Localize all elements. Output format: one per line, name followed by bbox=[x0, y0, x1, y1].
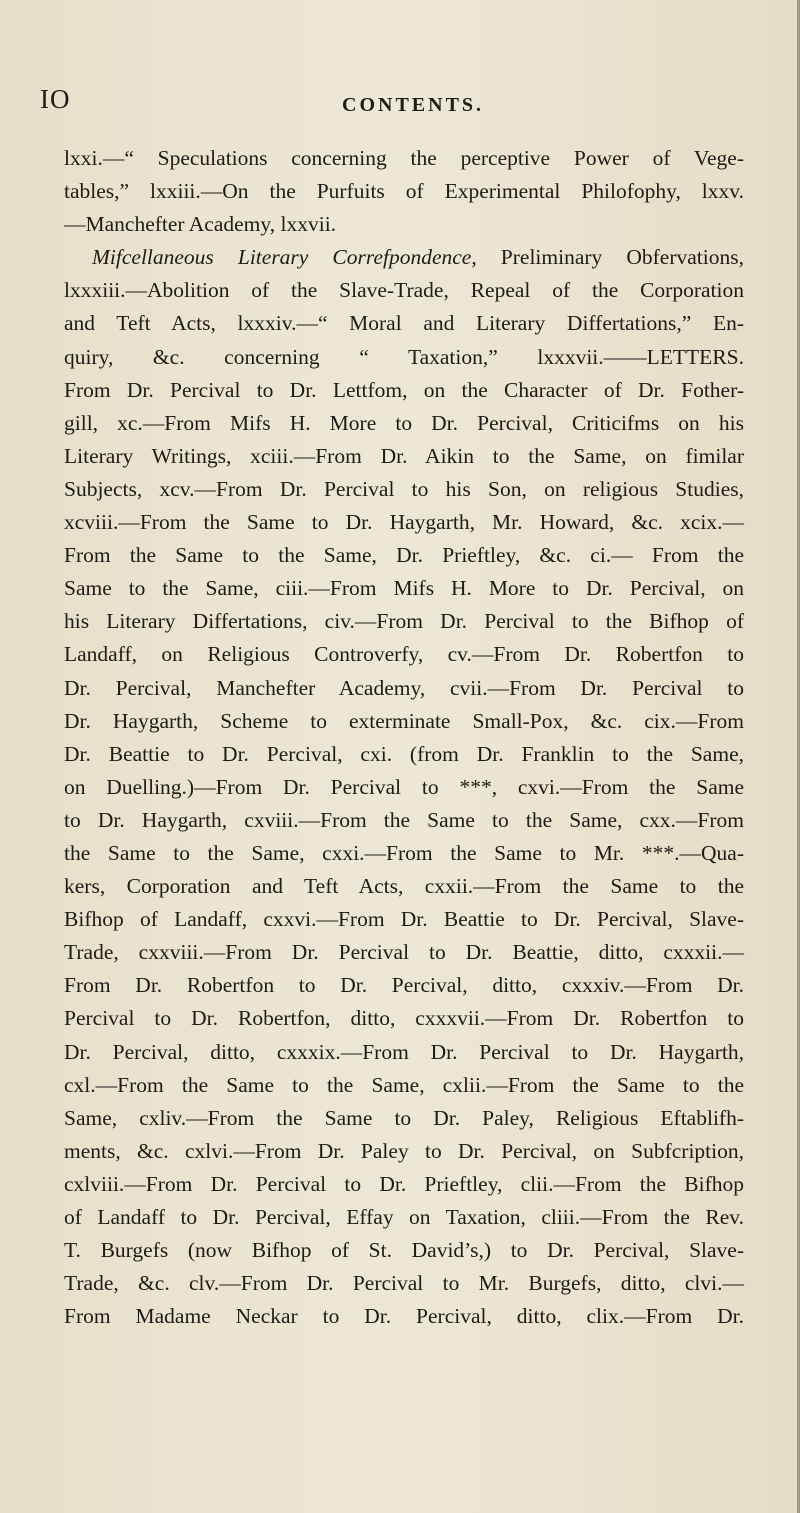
text-line: From Dr. Percival to Dr. Lettfom, on the Character of Dr. Fother- bbox=[64, 377, 744, 402]
text-line: Dr. Percival, Manchefter Academy, cvii.—From Dr. Percival to bbox=[64, 675, 744, 700]
text-line: Dr. Haygarth, Scheme to exterminate Small-Pox, &c. cix.—From bbox=[64, 708, 744, 733]
text-line: gill, xc.—From Mifs H. More to Dr. Percival, Criticifms on his bbox=[64, 410, 744, 435]
text-line: ments, &c. cxlvi.—From Dr. Paley to Dr. Percival, on Subfcription, bbox=[64, 1138, 744, 1163]
page-number: IO bbox=[40, 84, 71, 114]
text-line: the Same to the Same, cxxi.—From the Same to Mr. ***.—Qua- bbox=[64, 840, 744, 865]
text-line: his Literary Differtations, civ.—From Dr. Percival to the Bifhop of bbox=[64, 609, 744, 634]
text-line: lxxxiii.—Abolition of the Slave-Trade, Repeal of the Corporation bbox=[64, 278, 744, 303]
text-line: and Teft Acts, lxxxiv.—“ Moral and Literary Differtations,” En- bbox=[64, 311, 744, 336]
text-line: tables,” lxxiii.—On the Purfuits of Experimental Philofophy, lxxv. bbox=[64, 179, 744, 204]
text-line: Dr. Percival, ditto, cxxxix.—From Dr. Percival to Dr. Haygarth, bbox=[64, 1039, 744, 1064]
text-line: Dr. Beattie to Dr. Percival, cxi. (from Dr. Franklin to the Same, bbox=[64, 741, 744, 766]
text-line: on Duelling.)—From Dr. Percival to ***, cxvi.—From the Same bbox=[64, 774, 744, 799]
text-line: From Dr. Robertfon to Dr. Percival, ditto, cxxxiv.—From Dr. bbox=[64, 973, 744, 998]
text-line: cxl.—From the Same to the Same, cxlii.—From the Same to the bbox=[64, 1072, 744, 1097]
text-line: —Manchefter Academy, lxxvii. bbox=[64, 212, 337, 237]
text-line: From Madame Neckar to Dr. Percival, ditto, clix.—From Dr. bbox=[64, 1304, 744, 1329]
text-line: T. Burgefs (now Bifhop of St. David’s,) to Dr. Percival, Slave- bbox=[64, 1238, 744, 1263]
text-line: Same to the Same, ciii.—From Mifs H. More to Dr. Percival, on bbox=[64, 576, 744, 601]
text-line: cxlviii.—From Dr. Percival to Dr. Prieftley, clii.—From the Bifhop bbox=[64, 1171, 744, 1196]
text-line: quiry, &c. concerning “ Taxation,” lxxxvii.——LETTERS. bbox=[64, 344, 744, 369]
text-line: lxxi.—“ Speculations concerning the perceptive Power of Vege- bbox=[64, 146, 744, 170]
text-line: kers, Corporation and Teft Acts, cxxii.—From the Same to the bbox=[64, 874, 744, 899]
text-line: Trade, &c. clv.—From Dr. Percival to Mr. Burgefs, ditto, clvi.— bbox=[64, 1271, 744, 1296]
text-line: Percival to Dr. Robertfon, ditto, cxxxvii.—From Dr. Robertfon to bbox=[64, 1006, 744, 1031]
text-line: Trade, cxxviii.—From Dr. Percival to Dr. Beattie, ditto, cxxxii.— bbox=[64, 940, 744, 965]
text-line: Literary Writings, xciii.—From Dr. Aikin to the Same, on fimilar bbox=[64, 443, 744, 468]
text-line: Bifhop of Landaff, cxxvi.—From Dr. Beattie to Dr. Percival, Slave- bbox=[64, 907, 744, 932]
text-line: Mifcellaneous Literary Correfpondence, Preliminary Obfervations, bbox=[92, 245, 744, 270]
text-line: to Dr. Haygarth, cxviii.—From the Same to the Same, cxx.—From bbox=[64, 807, 744, 832]
text-line: of Landaff to Dr. Percival, Effay on Taxation, cliii.—From the Rev. bbox=[64, 1205, 744, 1229]
page-header bbox=[40, 84, 760, 124]
text-line: From the Same to the Same, Dr. Prieftley, &c. ci.— From the bbox=[64, 543, 744, 568]
running-title: CONTENTS. bbox=[342, 94, 485, 116]
text-line: Same, cxliv.—From the Same to Dr. Paley, Religious Eftablifh- bbox=[64, 1105, 744, 1130]
text-line: xcviii.—From the Same to Dr. Haygarth, Mr. Howard, &c. xcix.— bbox=[64, 510, 744, 535]
contents-text bbox=[64, 142, 744, 1333]
text-line: Landaff, on Religious Controverfy, cv.—From Dr. Robertfon to bbox=[64, 642, 744, 667]
text-line: Subjects, xcv.—From Dr. Percival to his Son, on religious Studies, bbox=[64, 476, 744, 501]
